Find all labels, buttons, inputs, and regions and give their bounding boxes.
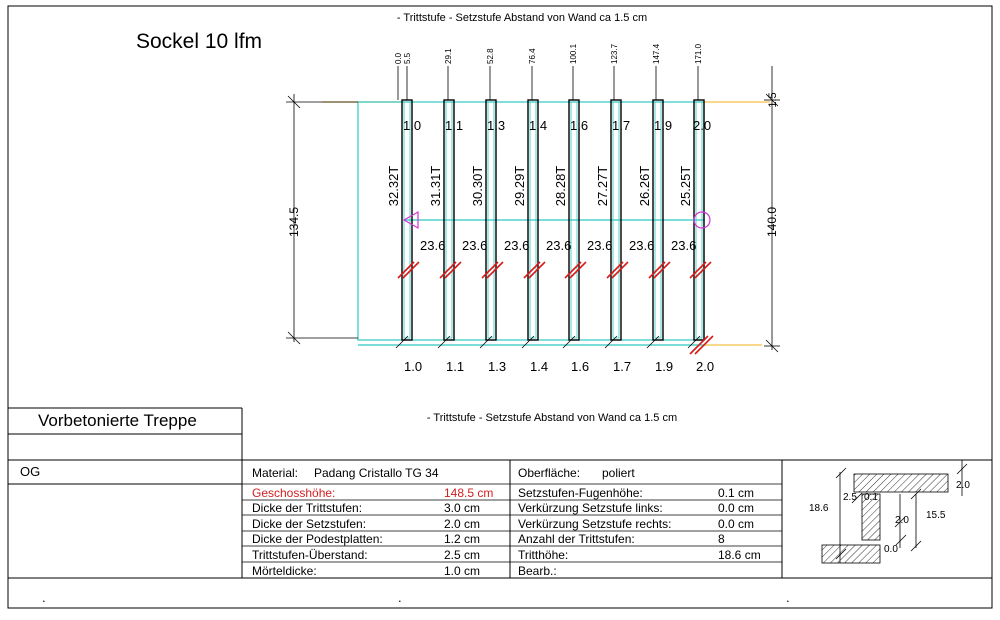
spec-left-value: 2.0 cm	[444, 517, 481, 531]
spec-left-value: 3.0 cm	[444, 501, 481, 515]
spec-left-value: 1.2 cm	[444, 532, 481, 546]
left-dimension-value: 134.5	[287, 206, 301, 238]
tread-label: 28.28T	[553, 165, 568, 207]
top-tick-label: 76.4	[528, 48, 537, 64]
title-block-title: Vorbetonierte Treppe	[38, 411, 197, 430]
spec-right-value: 0.0 cm	[718, 517, 755, 531]
right-dimension	[764, 66, 780, 352]
footer-mark-1: .	[42, 590, 46, 605]
detail-nose: 2.5	[843, 492, 857, 503]
spec-left-value: 1.0 cm	[444, 564, 481, 578]
spec-right-value: 8	[718, 532, 725, 546]
bottom-note: - Trittstufe - Setzstufe Abstand von Wand ca 1.5 cm	[426, 412, 678, 424]
tread-depth-label: 23.6	[671, 238, 697, 253]
tread-depth-label: 23.6	[629, 238, 655, 253]
spec-left-value: Padang Cristallo TG 34	[314, 466, 439, 480]
tread-depth-label: 23.6	[587, 238, 613, 253]
footer-mark-2: .	[398, 590, 402, 605]
step-number-bottom: 1.1	[446, 359, 465, 374]
step-number-top: 1.3	[487, 118, 506, 133]
socket-label: Sockel 10 lfm	[136, 30, 263, 53]
spec-right-value: 0.1 cm	[718, 486, 755, 500]
spec-left-value: 2.5 cm	[444, 548, 481, 562]
spec-left-label: Dicke der Trittstufen:	[252, 501, 363, 515]
top-tick-label: 123.7	[610, 43, 619, 64]
spec-right-value: 18.6 cm	[718, 548, 761, 562]
spec-left-label: Geschosshöhe:	[252, 486, 336, 500]
left-dimension	[286, 94, 358, 344]
spec-right-label: Tritthöhe:	[518, 548, 569, 562]
spec-right-label: Verkürzung Setzstufe links:	[518, 501, 663, 515]
detail-height-left: 18.6	[809, 503, 829, 514]
tread-label: 26.26T	[637, 165, 652, 207]
step-number-top: 2.0	[693, 118, 712, 133]
spec-right-value: 0.0 cm	[718, 501, 755, 515]
sheet-border	[8, 6, 992, 608]
spec-right-label: Setzstufen-Fugenhöhe:	[518, 486, 643, 500]
top-note: - Trittstufe - Setzstufe Abstand von Wand ca 1.5 cm	[396, 12, 648, 24]
step-number-bottom: 1.6	[571, 359, 590, 374]
right-dimension-value: 140.0	[765, 206, 779, 238]
step-number-top: 1.4	[529, 118, 548, 133]
footer-mark-3: .	[786, 590, 790, 605]
spec-left-label: Material:	[252, 466, 299, 480]
tread-label: 27.27T	[595, 165, 610, 207]
spec-left-label: Trittstufen-Überstand:	[252, 548, 368, 562]
detail-tread-thickness: 2.0	[956, 480, 970, 491]
tread-depth-label: 23.6	[546, 238, 572, 253]
spec-right-label: Bearb.:	[518, 564, 557, 578]
step-number-bottom: 1.9	[655, 359, 674, 374]
spec-left-value: 148.5 cm	[444, 486, 494, 500]
top-tick-label: 52.8	[486, 48, 495, 64]
tread-label: 31.31T	[428, 165, 443, 207]
tread-label: 25.25T	[678, 165, 693, 207]
top-tick-label: 0.0	[394, 52, 403, 64]
top-tick-label: 100.1	[569, 43, 578, 64]
detail-joint: 0.1	[864, 492, 878, 503]
step-number-bottom: 1.4	[530, 359, 549, 374]
upper-tread	[854, 474, 948, 492]
step-columns	[386, 100, 714, 374]
step-number-bottom: 1.3	[488, 359, 507, 374]
top-tick-label: 29.1	[444, 48, 453, 64]
step-number-bottom: 1.0	[404, 359, 423, 374]
right-top-dimension: 1.5	[767, 92, 779, 108]
step-number-top: 1.6	[570, 118, 589, 133]
tread-label: 30.30T	[470, 165, 485, 207]
spec-right-value: poliert	[602, 466, 635, 480]
spec-right-label: Anzahl der Trittstufen:	[518, 532, 635, 546]
step-number-bottom: 2.0	[696, 359, 715, 374]
spec-right-label: Oberfläche:	[518, 466, 581, 480]
step-number-top: 1.0	[403, 118, 422, 133]
title-block-floor: OG	[20, 464, 41, 479]
step-number-top: 1.1	[445, 118, 464, 133]
tread-label: 29.29T	[512, 165, 527, 207]
spec-left-label: Mörteldicke:	[252, 564, 317, 578]
tread-depth-label: 23.6	[420, 238, 446, 253]
tread-depth-label: 23.6	[462, 238, 488, 253]
spec-right-label: Verkürzung Setzstufe rechts:	[518, 517, 672, 531]
section-detail	[809, 460, 970, 563]
detail-riser-gap: 2.0	[895, 515, 909, 526]
top-tick-label: 147.4	[652, 43, 661, 64]
lower-tread	[822, 545, 880, 563]
spec-left-label: Dicke der Setzstufen:	[252, 517, 367, 531]
top-tick-label: 5.5	[403, 52, 412, 64]
spec-left-label: Dicke der Podestplatten:	[252, 532, 383, 546]
step-number-bottom: 1.7	[613, 359, 632, 374]
tread-label: 32.32T	[386, 165, 401, 207]
top-tick-labels	[394, 43, 703, 100]
step-number-top: 1.9	[654, 118, 673, 133]
top-tick-label: 171.0	[694, 43, 703, 64]
tread-depth-label: 23.6	[504, 238, 530, 253]
detail-riser-height: 15.5	[926, 510, 946, 521]
step-number-top: 1.7	[612, 118, 631, 133]
detail-bottom-gap: 0.0	[884, 544, 898, 555]
